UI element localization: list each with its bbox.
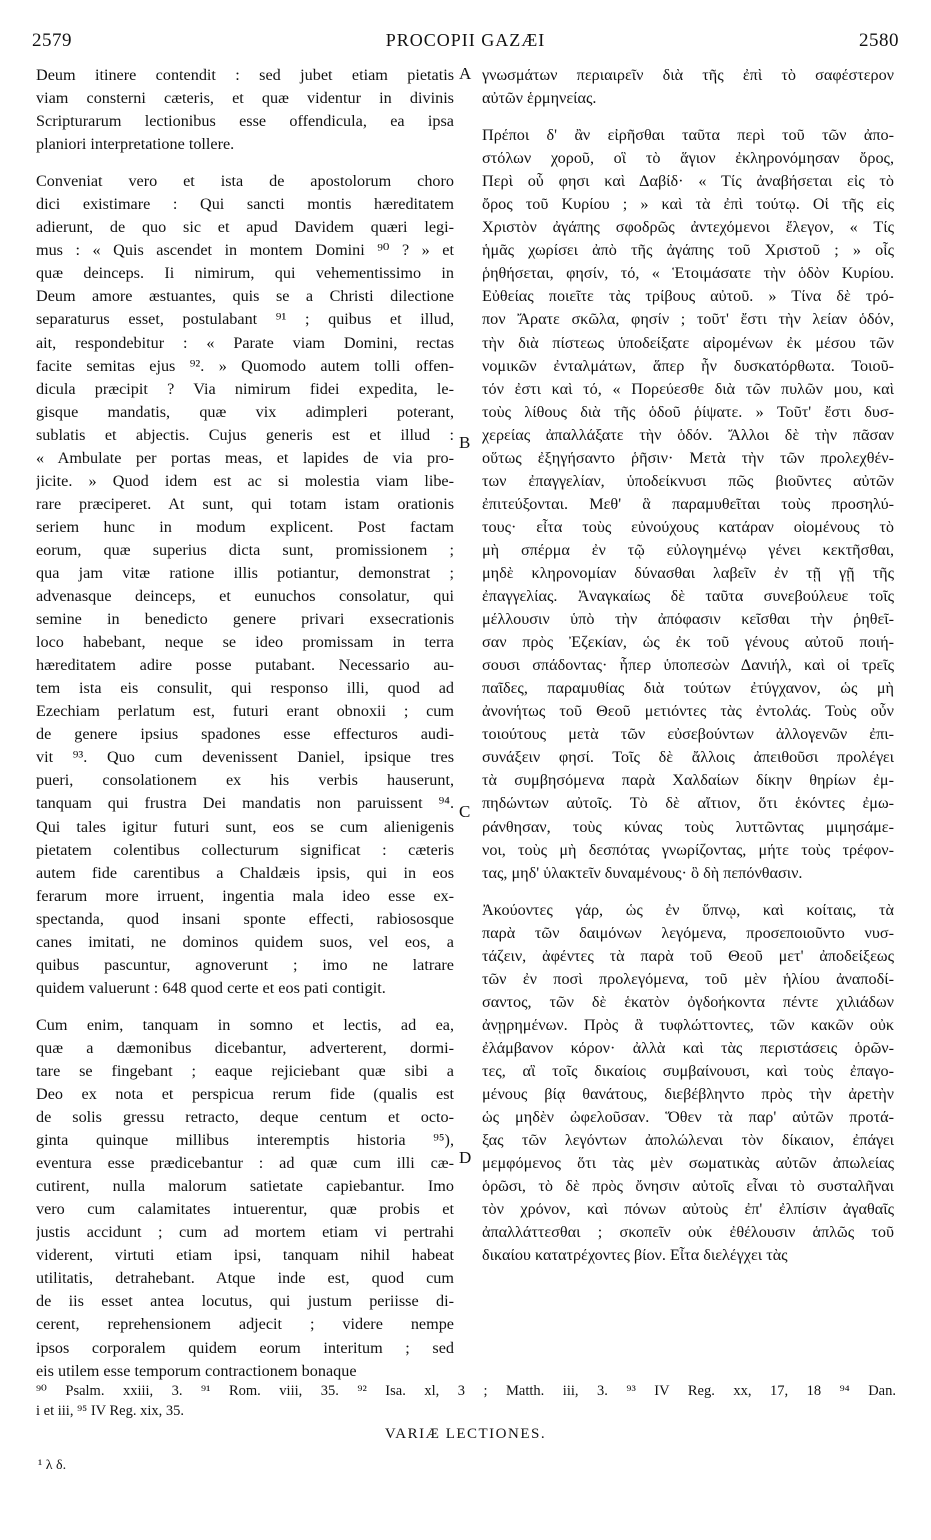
text-line: παῖδες, παραμυθίας διὰ τούτων ἐτύγχανον, ὡς μὴ [482,679,894,698]
text-line: τὸν χρόνον, καὶ πόνων αὐτοὺς ἐπ' ἐλπίσιν ἀγαθαῖς [482,1200,894,1219]
text-line: σαντος, τῶν δὲ ἑκατὸν ὀγδοήκοντα πέντε χιλιάδων [482,992,894,1011]
text-line: παρὰ τῶν δαιμόνων λεγόμενα, προσεποιοῦντο νυσ- [482,923,894,942]
text-line: Εὐθείας ποιεῖτε τὰς τρίβους αὐτοῦ. » Τίνα δὲ τρό- [482,287,894,306]
text-line: μηδὲ κληρονομίαν δύνασθαι λαβεῖν ἐν τῇ γῇ τῆς [482,563,894,582]
text-line: autem fide carentibus a Chaldæis ipsis, qui in eos [36,863,454,882]
text-line: γνωσμάτων περιαιρεῖν διὰ τῆς ἐπὶ τὸ σαφέστερον [482,66,894,84]
text-line: Περὶ οὗ φησι καὶ Δαβίδ· « Τίς ἀναβήσεται εἰς τὸ [482,172,894,191]
text-line: στόλων χοροῦ, οἳ τὸ ἅγιον ἐκληρονόμησαν ὄρος, [482,149,894,168]
text-line: δικαίου κατατρέχοντες βίον. Εἶτα διελέγχει τὰς [482,1246,788,1265]
text-line: mus : « Quis ascendet in montem Domini ⁹⁰ ? » et [36,241,454,260]
text-line: « Ambulate per portas meas, et lapides de via pro- [36,448,454,467]
text-line: Qui tales igitur futuri sunt, eos se cum alienigenis [36,817,454,836]
text-line: de genere ipsius spadones esse effecturos audi- [36,725,454,744]
text-line: ἀνονήτως τοῦ Θεοῦ μετιόντες τὰς ἐντολάς. Τοὺς οὖν [482,702,894,721]
text-line: cutirent, nulla malorum satietate capiebantur. Imo [36,1177,454,1196]
text-line: tem ista eis consulit, qui responso illi, quod ad [36,679,454,698]
text-line: τῶν ἐν ποσὶ προλεγόμενα, τοῦ μὲν ἡλίου ἀναποδί- [482,969,894,988]
section-marker-c: C [459,802,471,821]
text-line: ait, respondebitur : « Parate viam Domini, rectas [36,333,454,352]
footnote-line: i et iii, ⁹⁵ IV Reg. xix, 35. [36,1403,184,1419]
text-line: adierunt, de quo sic et apud Davidem quæri legi- [36,218,454,237]
text-line: gisque mandatis, quæ vix adimpleri poterant, [36,402,454,421]
footnotes [36,1381,896,1421]
text-line: eorum, quæ superius dicta sunt, promissionem ; [36,540,454,559]
text-line: ginta quinque millibus interemptis historia ⁹⁵), [36,1131,454,1150]
text-line: dicula præcipit ? Via nimirum fidei expedita, le- [36,379,454,398]
latin-column [36,64,454,1383]
variae-lectiones-entry: ¹ λ δ. [38,1458,67,1473]
text-line: μέλλουσιν ὑπὸ τὴν ἀπόφασιν κεῖσθαι τὴν ῥηθεῖ- [482,610,894,629]
text-line: tare se fingebant ; eaque rejiciebant quæ sibi a [36,1061,454,1080]
page-header [32,30,899,60]
text-line: eventura esse prædicebantur : ad quæ cum illi cæ- [36,1154,454,1173]
text-line: νομικῶν ἐνταλμάτων, ἅπερ ἦν δυσκατόρθωτα. Τοιοῦ- [482,356,894,375]
paragraph-gap [36,1000,454,1014]
text-line: Ezechiam perlatum est, futuri erant obnoxii ; cum [36,702,454,721]
text-line: ὁρῶσι, τὸ δὲ πρὸς ὄνησιν αὐτοῖς εἶναι τὸ συσταλῆναι [482,1177,894,1196]
text-line: ξας τῶν λεγόντων ἀπολώλεναι τὸν δίκαιον, ἐπάγει [482,1131,894,1150]
text-line: Deum amore æstuantes, quis se a Christi dilectione [36,287,454,306]
text-line: planiori interpretatione tollere. [36,135,235,154]
text-line: de solis gressu retracto, deque centum et octo- [36,1108,454,1127]
text-line: de iis esset antea locutus, qui justum periisse di- [36,1292,454,1311]
text-line: Deo ex nota et perspicua rerum fide (qualis est [36,1085,454,1104]
text-line: Πρέποι δ' ἂν εἰρῆσθαι ταῦτα περὶ τοῦ τῶν ἀπο- [482,126,894,145]
paragraph-gap [482,110,894,124]
text-line: loco habebant, neque se ideo promissam in terra [36,633,454,652]
section-marker-b: B [459,433,471,452]
text-line: seriem hunc in modum explicent. Post factam [36,517,454,536]
text-line: Conveniat vero et ista de apostolorum choro [36,172,454,191]
text-line: eis utilem esse temporum contractionem bonaque [36,1361,357,1380]
text-line: τὰ συμβησόμενα παρὰ Χαλδαίων δίκην θηρίων ἐμ- [482,771,894,790]
text-line: quæ a dæmonibus dicebantur, adverterent, dormi- [36,1038,454,1057]
text-line: πηδώντων αὐτοῖς. Τὸ δὲ αἴτιον, ὅτι ἑκόντες ἐμω- [482,794,894,813]
text-line: viam consterni cæteris, et quæ videntur in divinis [36,89,454,108]
text-line: τες, αἳ τοῖς δικαίοις συμβαίνουσι, καὶ τοὺς ἐπαγο- [482,1061,894,1080]
text-line: Deum itinere contendit : sed jubet etiam pietatis [36,66,454,84]
footnote-line: ⁹⁰ Psalm. xxiii, 3. ⁹¹ Rom. viii, 35. ⁹² Isa. xl, 3 ; Matth. iii, 3. ⁹³ IV Reg. xx, 17, 18 ⁹⁴ Dan. [36,1383,896,1399]
text-line: viderent, virtuti etiam ipsi, tanquam nihil habeat [36,1246,454,1265]
text-line: ὡς μηδὲν ὠφελοῦσαν. Ὅθεν τὰ παρ' αὐτῶν προτά- [482,1108,894,1127]
paragraph-gap [36,156,454,170]
text-line: ἐπιτεύξονται. Μεθ' ἃ παραμυθεῖται τοὺς προσηλύ- [482,494,894,513]
text-line: rare præciperet. At sunt, qui totam istam orationis [36,494,454,513]
text-line: νοι, τοὺς μὴ δεσπότας γνωρίζοντας, μήτε τοὺς τρέφον- [482,840,894,859]
text-line: ἀπαλλάττεσθαι ; σκοπεῖν οὐκ ἐθέλουσιν ἁπλῶς τοῦ [482,1223,894,1242]
right-page-number: 2580 [858,30,899,51]
text-line: χερείας ἀπαλλάξατε τὴν ὁδόν. Ἄλλοι δὲ τὴν πᾶσαν [482,425,894,444]
text-line: pueri, consolationem ex his verbis hauserunt, [36,771,454,790]
text-line: facite semitas ejus ⁹². » Quomodo autem tolli offen- [36,356,454,375]
text-line: ἡμᾶς χωρίσει ἀπὸ τῆς ἀγάπης τοῦ Χριστοῦ ; » οἷς [482,241,894,260]
text-line: separaturus esset, postulabant ⁹¹ ; quibus et illud, [36,310,454,329]
text-line: ῥηθήσεται, φησίν, τό, « Ἑτοιμάσατε τὴν ὁδὸν Κυρίου. [482,264,894,283]
text-line: τας, μηδ' ὑλακτεῖν δυναμένους· ὃ δὴ πεπόνθασιν. [482,863,803,882]
text-line: hæreditatem adire posse putabant. Necessario au- [36,656,454,675]
text-line: semine in benedicto genere privari exsecrationis [36,610,454,629]
text-line: τὴν διὰ πίστεως ὑποδείξατε αἰρομένων ἐκ μέσου τῶν [482,333,894,352]
text-line: μὴ σπέρμα ἐν τῷ εὐλογημένῳ γένει κεκτῆσθαι, [482,540,894,559]
text-line: canes imitati, ne dominos quidem suos, vel eos, a [36,932,454,951]
text-line: ipsos corporalem quidem eorum interitum ; sed [36,1338,454,1357]
text-line: συνάξειν φησί. Τοῖς δὲ ἄλλοις ἀπειθοῦσι προλέγει [482,748,894,767]
text-line: μένους βίᾳ θανάτους, διεβέβληντο πρὸς τὴν ἀρετὴν [482,1085,894,1104]
text-line: justis accidunt ; cum ad mortem etiam vi pertrahi [36,1223,454,1242]
text-line: qua jam vitæ ratione illis potiantur, demonstrat ; [36,563,454,582]
text-line: advenasque deinceps, et eunuchos consolatur, qui [36,587,454,606]
text-line: ἐλάμβανον κόρον· ἀλλὰ καὶ τὰς περιστάσεις ὁρῶν- [482,1038,894,1057]
paragraph-gap [482,885,894,899]
variae-lectiones-heading: VARIÆ LECTIONES. [384,1426,547,1442]
text-line: utilitatis, detrahebant. Atque inde est, quod cum [36,1269,454,1288]
text-line: τοὺς λίθους διὰ τῆς ὁδοῦ ῥίψατε. » Τοῦτ' ἔστι δυσ- [482,402,894,421]
text-line: αὐτῶν ἑρμηνείας. [482,89,597,108]
section-marker-d: D [459,1148,472,1167]
text-line: τοιούτους μετὰ τῶν εὐσεβούντων ἀλλογενῶν ἐπι- [482,725,894,744]
text-line: Ἀκούοντες γάρ, ὡς ἐν ὕπνῳ, καὶ κοίταις, τὰ [482,900,894,919]
text-line: quibus pascuntur, agnoverunt ; imo ne latrare [36,955,454,974]
text-line: quidem valuerunt : 648 quod certe et eos pati contigit. [36,978,386,997]
section-marker-a: A [459,64,472,83]
text-line: σαν πρὸς Ἐζεκίαν, ὡς ἐκ τοῦ γένους αὐτοῦ ποιή- [482,633,894,652]
text-line: vero cum calamitates intuerentur, quæ probis et [36,1200,454,1219]
text-line: Cum enim, tanquam in somno et lectis, ad ea, [36,1015,454,1034]
greek-column [482,64,894,1267]
text-line: Χριστὸν ἀγάπης σφοδρῶς ἀντεχόμενοι ἔλεγον, « Τίς [482,218,894,237]
text-line: ράνθησαν, τοὺς κύνας τοὺς λυττῶντας μιμησάμε- [482,817,894,836]
text-line: vit ⁹³. Quo cum devenissent Daniel, ipsique tres [36,748,454,767]
text-line: οὕτως ἐξηγήσαντο ῥῆσιν· Μετὰ τὴν τῶν προλεχθέν- [482,448,894,467]
text-line: των ἐπαγγελίαν, ὑποδείκνυσι πῶς βιοῦντες αὐτῶν [482,471,894,490]
text-line: τάζειν, ἀφέντες τὰ παρὰ τοῦ Θεοῦ μετ' ἀποδείξεως [482,946,894,965]
running-title: PROCOPII GAZÆI [385,30,546,50]
text-line: σουσι σπάδοντας· ἧπερ ὑποπεσὼν Δανιήλ, καὶ οἱ τρεῖς [482,656,894,675]
left-page-number: 2579 [32,30,72,51]
text-line: dici existimare : Qui sancti montis hæreditatem [36,195,454,214]
text-line: ὄρος τοῦ Κυρίου ; » καὶ τὰ ἐπὶ τούτῳ. Οἱ τῆς εἰς [482,195,894,214]
text-line: jicite. » Quod idem est ac si molestia viam libe- [36,471,454,490]
text-line: πον Ἄρατε σκῶλα, φησίν ; τοῦτ' ἔστι τὴν λείαν ὁδόν, [482,310,894,329]
text-line: pietatem colentibus collecturum significat : cæteris [36,840,454,859]
text-line: ferarum more irruent, ingentia mala ideo esse ex- [36,886,454,905]
text-line: ἐπαγγελίας. Ἀναγκαίως δὲ ταῦτα συνεβούλευε τοῖς [482,587,894,606]
text-line: sublatis et abjectis. Cujus generis est et illud : [36,425,454,444]
text-line: τους· εἶτα τοὺς εὐνούχους κατάραν οἰομένους τὸ [482,517,894,536]
text-line: ἀνῃρημένων. Πρὸς ἃ τυφλώττοντες, τῶν κακῶν οὐκ [482,1015,894,1034]
text-line: τόν ἐστι καὶ τό, « Πορεύεσθε διὰ τῶν πυλῶν μου, καὶ [482,379,894,398]
text-line: spectanda, quod insani sponte effecti, rabiososque [36,909,454,928]
text-line: μεμφόμενος ὅτι τὰς μὲν σωματικὰς αὐτῶν ἀπωλείας [482,1154,894,1173]
text-line: Scripturarum lectionibus esse offendicula, ea ipsa [36,112,454,131]
text-line: quæ deinceps. Ii nimirum, qui vehementissimo in [36,264,454,283]
text-line: cerent, reprehensionem adjecit ; videre nempe [36,1315,454,1334]
text-line: tanquam qui frustra Dei mandatis non paruissent ⁹⁴. [36,794,454,813]
